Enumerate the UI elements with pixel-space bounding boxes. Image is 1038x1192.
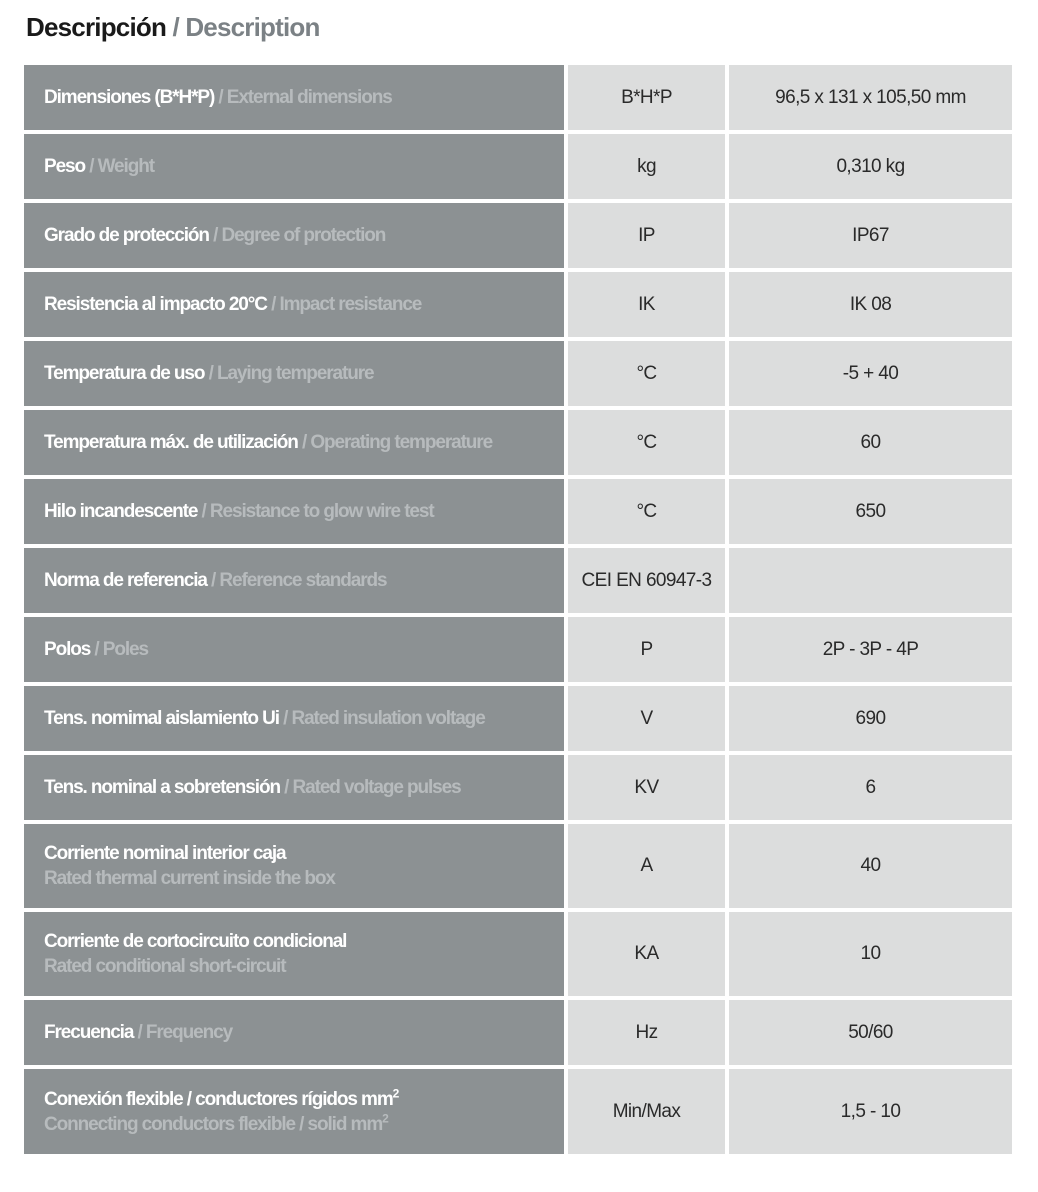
table-row [24,1000,1012,1065]
label-en: Rated insulation voltage [291,708,485,729]
row-label: Temperatura de uso / Laying temperature [24,341,564,406]
row-label: Grado de protección / Degree of protection [24,203,564,268]
page-title-separator: / [166,12,186,42]
label-es: Corriente de cortocircuito condicional [44,931,347,952]
row-unit: P [568,617,725,682]
label-es: Frecuencia [44,1022,134,1043]
label-en: Rated thermal current inside the box [44,868,335,889]
row-value: 96,5 x 131 x 105,50 mm [729,65,1012,130]
row-unit: Hz [568,1000,725,1065]
table-row [24,203,1012,268]
label-es: Conexión flexible / conductores rígidos mm [44,1088,393,1110]
row-label: Resistencia al impacto 20°C / Impact resistance [24,272,564,337]
row-unit: V [568,686,725,751]
row-value: 650 [729,479,1012,544]
row-unit: IK [568,272,725,337]
table-row [24,65,1012,130]
row-label: Polos / Poles [24,617,564,682]
label-en: Degree of protection [221,225,386,246]
label-es: Tens. nominal a sobretensión [44,777,280,798]
row-value: IP67 [729,203,1012,268]
row-unit: kg [568,134,725,199]
table-row [24,912,1012,996]
row-value: 2P - 3P - 4P [729,617,1012,682]
row-label: Temperatura máx. de utilización / Operating temperature [24,410,564,475]
row-unit: KV [568,755,725,820]
row-unit: °C [568,479,725,544]
row-label: Norma de referencia / Reference standards [24,548,564,613]
row-unit: Min/Max [568,1069,725,1154]
table-row [24,272,1012,337]
spec-table [24,65,1012,1154]
row-unit: A [568,824,725,908]
label-es-superscript: 2 [392,1086,399,1101]
row-unit: KA [568,912,725,996]
table-row [24,686,1012,751]
label-es: Norma de referencia [44,570,207,591]
row-unit: B*H*P [568,65,725,130]
label-es: Polos [44,639,91,660]
row-value: 0,310 kg [729,134,1012,199]
label-es: Dimensiones (B*H*P) [44,87,215,108]
label-es: Temperatura de uso [44,363,205,384]
label-en: Impact resistance [279,294,422,315]
page-title-es: Descripción [26,12,167,42]
table-row [24,617,1012,682]
label-es: Resistencia al impacto 20°C [44,294,267,315]
row-unit: CEI EN 60947-3 [568,548,725,613]
row-value: 40 [729,824,1012,908]
table-row [24,824,1012,908]
label-en: Resistance to glow wire test [209,501,434,522]
row-unit: °C [568,341,725,406]
table-row [24,134,1012,199]
label-en: Weight [97,156,154,177]
label-en: Frequency [145,1022,233,1043]
row-value: 10 [729,912,1012,996]
row-value: 60 [729,410,1012,475]
label-en: Poles [102,639,148,660]
row-value: 50/60 [729,1000,1012,1065]
label-en: Operating temperature [310,432,493,453]
label-en: Connecting conductors flexible / solid mm [44,1113,383,1135]
table-row [24,341,1012,406]
label-es: Temperatura máx. de utilización [44,432,298,453]
row-label: Peso / Weight [24,134,564,199]
table-row [24,548,1012,613]
row-unit: °C [568,410,725,475]
label-en: Laying temperature [216,363,374,384]
row-value: 1,5 - 10 [729,1069,1012,1154]
row-value: 690 [729,686,1012,751]
row-label: Frecuencia / Frequency [24,1000,564,1065]
page-title [26,12,320,43]
row-label [24,824,564,908]
label-es: Tens. nomimal aislamiento Ui [44,708,279,729]
label-es: Hilo incandescente [44,501,198,522]
label-es: Corriente nominal interior caja [44,843,286,864]
label-es: Peso [44,156,86,177]
table-row [24,479,1012,544]
label-en: Reference standards [219,570,387,591]
row-label: Tens. nominal a sobretensión / Rated voltage pulses [24,755,564,820]
label-en-superscript: 2 [382,1111,388,1126]
table-row [24,755,1012,820]
label-en: Rated conditional short-circuit [44,956,286,977]
table-row [24,1069,1012,1154]
row-label [24,1069,564,1154]
label-en: Rated voltage pulses [292,777,461,798]
row-unit: IP [568,203,725,268]
row-value: 6 [729,755,1012,820]
row-value [729,548,1012,613]
label-es: Grado de protección [44,225,209,246]
table-row [24,410,1012,475]
row-label: Dimensiones (B*H*P) / External dimensions [24,65,564,130]
row-label: Hilo incandescente / Resistance to glow wire test [24,479,564,544]
label-en: External dimensions [226,87,392,108]
row-label [24,912,564,996]
row-label: Tens. nomimal aislamiento Ui / Rated insulation voltage [24,686,564,751]
row-value: IK 08 [729,272,1012,337]
page-title-en: Description [185,12,320,42]
row-value: -5 + 40 [729,341,1012,406]
